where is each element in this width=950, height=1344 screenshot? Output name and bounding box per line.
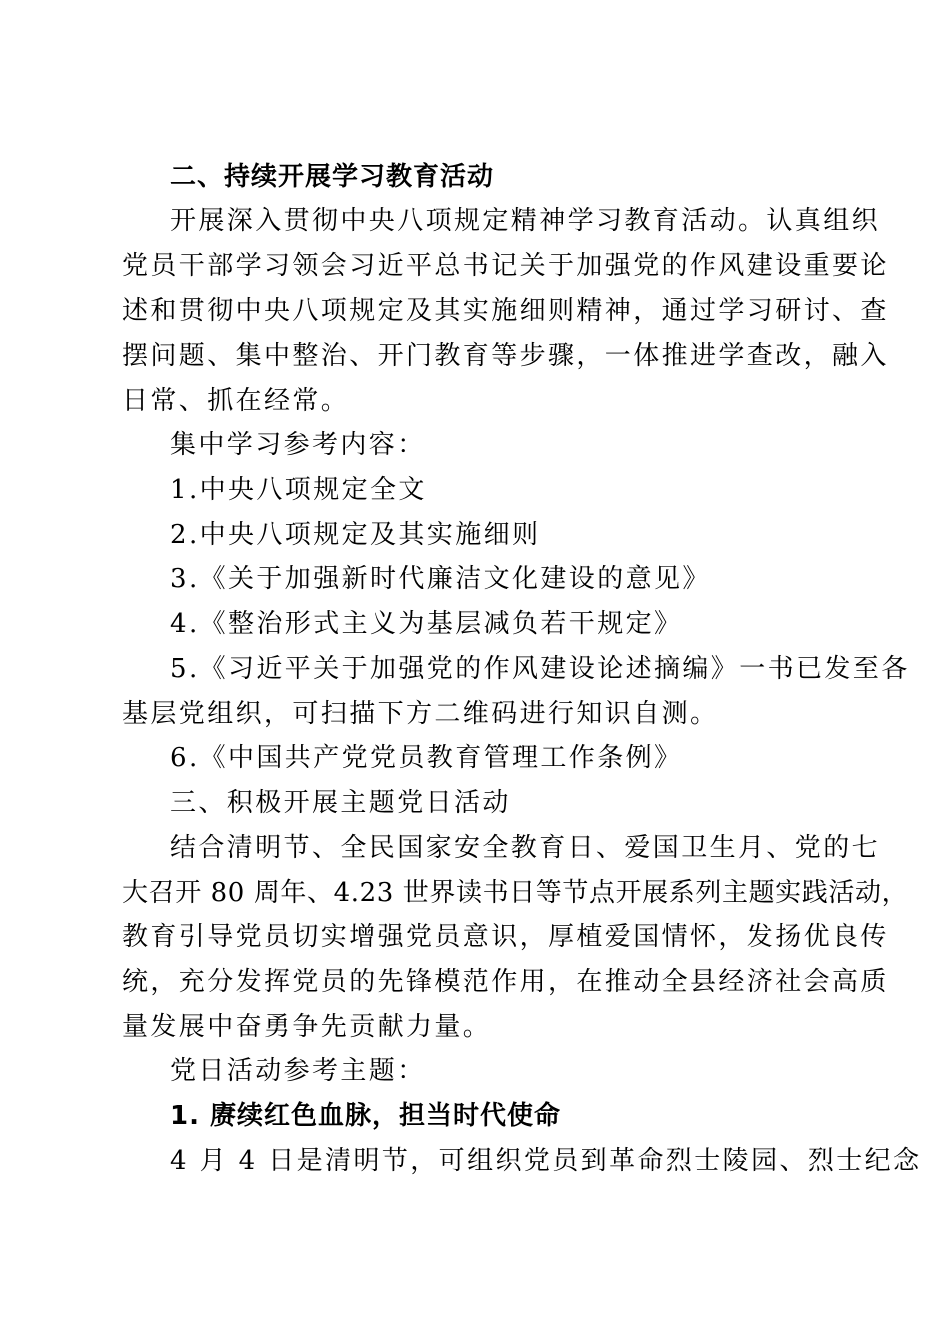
study-list-item: 2.中央八项规定及其实施细则	[170, 520, 541, 550]
study-list-title: 集中学习参考内容：	[170, 430, 426, 460]
theme-list-title: 党日活动参考主题：	[170, 1056, 426, 1086]
study-list-item: 1.中央八项规定全文	[170, 475, 427, 505]
paragraph-line: 党员干部学习领会习近平总书记关于加强党的作风建设重要论	[122, 251, 889, 281]
paragraph-line: 开展深入贯彻中央八项规定精神学习教育活动。认真组织	[170, 206, 881, 236]
paragraph-line: 教育引导党员切实增强党员意识，厚植爱国情怀，发扬优良传	[122, 922, 889, 952]
study-list-item: 6.《中国共产党党员教育管理工作条例》	[170, 743, 683, 773]
paragraph-line: 统，充分发挥党员的先锋模范作用，在推动全县经济社会高质	[122, 967, 889, 997]
section-heading-3: 三、积极开展主题党日活动	[170, 788, 511, 818]
section-heading-2: 二、持续开展学习教育活动	[170, 162, 495, 192]
theme-heading-1: 1. 赓续红色血脉，担当时代使命	[170, 1101, 562, 1131]
paragraph-line: 述和贯彻中央八项规定及其实施细则精神，通过学习研讨、查	[122, 296, 889, 326]
paragraph-line: 摆问题、集中整治、开门教育等步骤，一体推进学查改，融入	[122, 341, 889, 371]
paragraph-line: 量发展中奋勇争先贡献力量。	[122, 1012, 492, 1042]
study-list-item: 3.《关于加强新时代廉洁文化建设的意见》	[170, 564, 711, 594]
paragraph-line: 大召开 80 周年、4.23 世界读书日等节点开展系列主题实践活动，	[122, 878, 909, 908]
paragraph-line: 日常、抓在经常。	[122, 386, 350, 416]
paragraph-line: 结合清明节、全民国家安全教育日、爱国卫生月、党的七	[170, 833, 881, 863]
paragraph-line: 4 月 4 日是清明节，可组织党员到革命烈士陵园、烈士纪念	[170, 1146, 922, 1176]
study-list-item-continued: 基层党组织，可扫描下方二维码进行知识自测。	[122, 699, 719, 729]
study-list-item: 4.《整治形式主义为基层减负若干规定》	[170, 609, 683, 639]
study-list-item: 5.《习近平关于加强党的作风建设论述摘编》一书已发至各	[170, 654, 910, 684]
